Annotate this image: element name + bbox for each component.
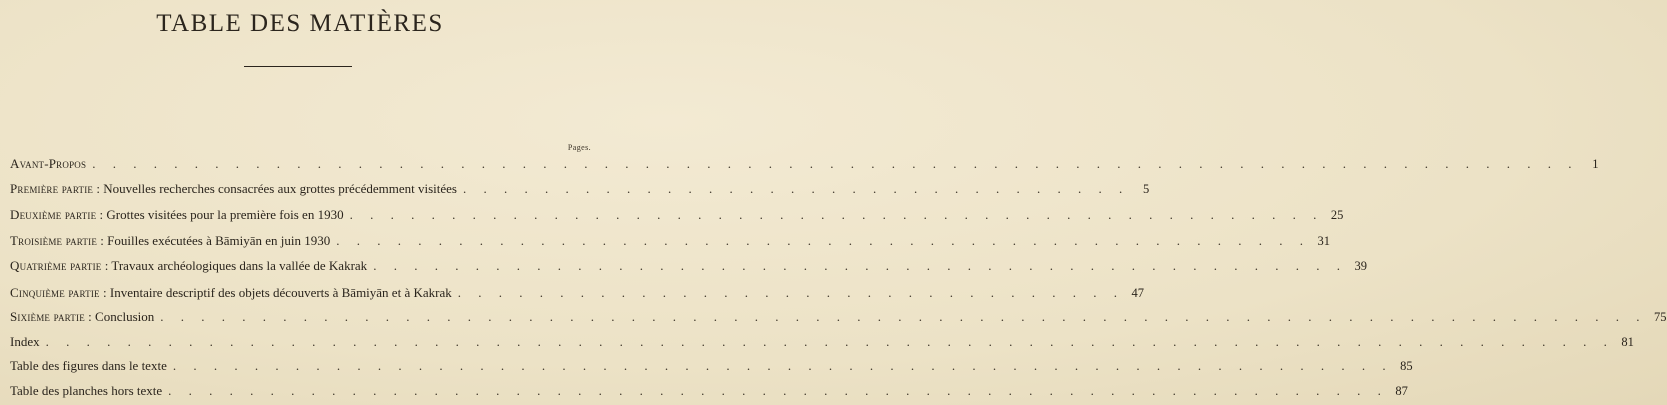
dot-leader: . . . . . . . . . . . . . . . . . . . . . . . . . . . . . . . . . (463, 181, 1130, 196)
toc-title: Conclusion (95, 309, 155, 324)
toc-page-number: 31 (1317, 234, 1331, 248)
toc-page-number: 1 (1592, 157, 1599, 171)
toc-entry-text: Sixième partie : Conclusion (10, 309, 155, 324)
toc-part-label: Sixième partie (10, 309, 85, 324)
toc-title: Index (10, 334, 40, 349)
toc-entry-text: Cinquième partie : Inventaire descriptif des objets découverts à Bāmiyān et à Kakrak (10, 285, 452, 300)
toc-entry-premiere-partie (10, 179, 1150, 199)
toc-entry-table-figures (10, 356, 1413, 376)
toc-page-number: 25 (1330, 208, 1344, 222)
dot-leader: . . . . . . . . . . . . . . . . . . . . . . . . . . . . . . . . . . . . . . . . . . . . . . . . . . . . . . . . . . . . . . . . . . . . . . . . . . . . . (45, 334, 1614, 349)
toc-entry-text: Quatrième partie : Travaux archéologiques dans la vallée de Kakrak (10, 258, 368, 273)
toc-entry-avant-propos (10, 154, 1599, 174)
toc-entry-troisieme-partie (10, 231, 1331, 251)
dot-leader: . . . . . . . . . . . . . . . . . . . . . . . . . . . . . . . . . . . . . . . . . . . . . . . . . . . . . . . . . . . . (172, 358, 1393, 373)
pages-column-header: Pages. (567, 143, 591, 152)
toc-page-number: 5 (1143, 182, 1150, 196)
dot-leader: . . . . . . . . . . . . . . . . . . . . . . . . . . . . . . . . . . . . . . . . . . . . . . . . (349, 207, 1324, 222)
toc-title: Travaux archéologiques dans la vallée de Kakrak (111, 258, 368, 273)
toc-page-number: 87 (1395, 384, 1408, 398)
toc-title: Grottes visitées pour la première fois en 1930 (106, 207, 344, 222)
toc-part-label: Première partie (10, 181, 94, 196)
toc-title: Inventaire descriptif des objets découverts à Bāmiyān et à Kakrak (109, 285, 452, 300)
toc-title: Nouvelles recherches consacrées aux grottes précédemment visitées (103, 181, 457, 196)
toc-title: Table des planches hors texte (10, 383, 163, 398)
dot-leader: . . . . . . . . . . . . . . . . . . . . . . . . . . . . . . . . . . . . . . . . . . . . . . . . (373, 258, 1347, 273)
toc-part-label: Cinquième partie (10, 285, 100, 300)
toc-entry-table-planches (10, 381, 1408, 401)
toc-entry-deuxieme-partie (10, 205, 1344, 225)
dot-leader: . . . . . . . . . . . . . . . . . . . . . . . . . . . . . . . . . (457, 285, 1124, 300)
title-rule (244, 66, 352, 67)
toc-entry-quatrieme-partie (10, 256, 1367, 276)
toc-part-label: Deuxième partie (10, 207, 97, 222)
dot-leader: . . . . . . . . . . . . . . . . . . . . . . . . . . . . . . . . . . . . . . . . . . . . . . . . (336, 233, 1311, 248)
toc-entry-text: Troisième partie : Fouilles exécutées à Bāmiyān en juin 1930 (10, 233, 331, 248)
toc-entry-cinquieme-partie (10, 283, 1144, 303)
dot-leader: . . . . . . . . . . . . . . . . . . . . . . . . . . . . . . . . . . . . . . . . . . . . . . . . . . . . . . . . . . . . (168, 383, 1388, 398)
toc-page-number: 85 (1400, 359, 1413, 373)
toc-entry-text: Première partie : Nouvelles recherches consacrées aux grottes précédemment visitées (10, 181, 457, 196)
toc-page-number: 81 (1621, 335, 1634, 349)
toc-page-number: 47 (1131, 286, 1144, 300)
toc-entry-sixieme-partie (10, 307, 1667, 327)
page-title: TABLE DES MATIÈRES (156, 10, 444, 37)
toc-title: Table des figures dans le texte (10, 358, 167, 373)
toc-entry-index (10, 332, 1634, 352)
toc-part-label: Avant-Propos (10, 156, 87, 171)
dot-leader: . . . . . . . . . . . . . . . . . . . . . . . . . . . . . . . . . . . . . . . . . . . . . . . . . . . . . . . . . . . . . . . . . . . . . . . . . (92, 156, 1579, 171)
toc-entry-text: Deuxième partie : Grottes visitées pour la première fois en 1930 (10, 207, 344, 222)
toc-part-label: Quatrième partie (10, 258, 102, 273)
dot-leader: . . . . . . . . . . . . . . . . . . . . . . . . . . . . . . . . . . . . . . . . . . . . . . . . . . . . . . . . . . . . . . . . . . . . . . . . . (160, 309, 1647, 324)
toc-page-number: 39 (1354, 259, 1367, 273)
toc-part-label: Troisième partie (10, 233, 98, 248)
toc-page-number: 75 (1654, 310, 1667, 324)
toc-title: Fouilles exécutées à Bāmiyān en juin 1930 (107, 233, 331, 248)
